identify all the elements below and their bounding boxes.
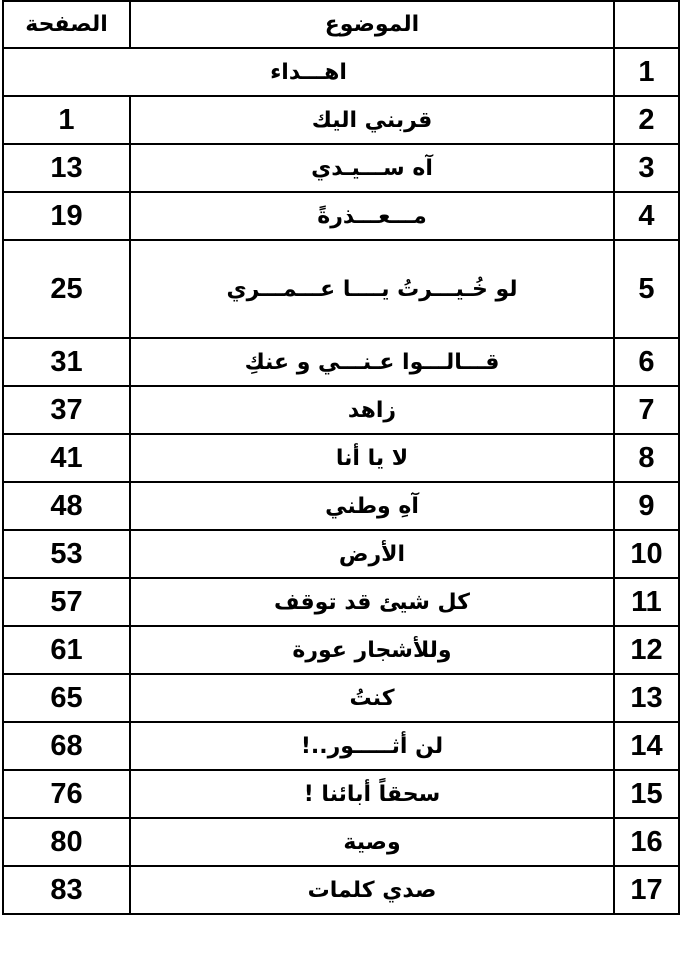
table-row [3, 722, 679, 770]
page-number: 83 [3, 866, 130, 914]
topic-cell: اهـــداء [3, 48, 614, 96]
topic-cell: كل شيئ قد توقف [130, 578, 614, 626]
table-row [3, 240, 679, 338]
table-row [3, 144, 679, 192]
page-number: 13 [3, 144, 130, 192]
topic-cell: الأرض [130, 530, 614, 578]
page-number: 19 [3, 192, 130, 240]
page-number: 80 [3, 818, 130, 866]
page-number: 57 [3, 578, 130, 626]
table-row [3, 770, 679, 818]
page-number: 31 [3, 338, 130, 386]
topic-cell: قربني اليك [130, 96, 614, 144]
topic-column-header: الموضوع [130, 1, 614, 48]
entry-number: 6 [614, 338, 679, 386]
table-row [3, 674, 679, 722]
entry-number: 8 [614, 434, 679, 482]
topic-cell: كنتُ [130, 674, 614, 722]
entry-number: 13 [614, 674, 679, 722]
table-row [3, 866, 679, 914]
topic-cell: وللأشجار عورة [130, 626, 614, 674]
topic-cell: وصية [130, 818, 614, 866]
entry-number: 12 [614, 626, 679, 674]
table-row [3, 578, 679, 626]
topic-cell: قـــالـــوا عـنـــي و عنكِ [130, 338, 614, 386]
topic-cell: زاهد [130, 386, 614, 434]
table-row [3, 48, 679, 96]
topic-cell: لا يا أنا [130, 434, 614, 482]
entry-number: 11 [614, 578, 679, 626]
table-row [3, 192, 679, 240]
page-number: 41 [3, 434, 130, 482]
topic-cell: آهِ وطني [130, 482, 614, 530]
page-number: 61 [3, 626, 130, 674]
table-row [3, 386, 679, 434]
entry-number: 7 [614, 386, 679, 434]
page-column-header: الصفحة [3, 1, 130, 48]
table-row [3, 434, 679, 482]
table-of-contents [2, 0, 680, 915]
table-row [3, 530, 679, 578]
entry-number: 9 [614, 482, 679, 530]
topic-cell: سحقاً أبائنا ! [130, 770, 614, 818]
entry-number: 2 [614, 96, 679, 144]
header-row [3, 1, 679, 48]
page-number: 53 [3, 530, 130, 578]
page-number: 1 [3, 96, 130, 144]
page-number: 37 [3, 386, 130, 434]
page-number: 65 [3, 674, 130, 722]
topic-cell: صدي كلمات [130, 866, 614, 914]
topic-cell: لن أثـــــور..! [130, 722, 614, 770]
table-row [3, 626, 679, 674]
entry-number: 15 [614, 770, 679, 818]
entry-number: 5 [614, 240, 679, 338]
topic-cell: مـــعـــذرةً [130, 192, 614, 240]
topic-cell: آه ســـيـدي [130, 144, 614, 192]
topic-cell: لو خُـيـــرتُ يــــا عـــمـــري [130, 240, 614, 338]
entry-number: 1 [614, 48, 679, 96]
entry-number: 14 [614, 722, 679, 770]
entry-number: 16 [614, 818, 679, 866]
page-number: 76 [3, 770, 130, 818]
page-number: 68 [3, 722, 130, 770]
page-number: 48 [3, 482, 130, 530]
entry-number: 10 [614, 530, 679, 578]
page-number: 25 [3, 240, 130, 338]
table-row [3, 96, 679, 144]
table-row [3, 338, 679, 386]
table-row [3, 482, 679, 530]
number-column-header [614, 1, 679, 48]
entry-number: 4 [614, 192, 679, 240]
entry-number: 3 [614, 144, 679, 192]
entry-number: 17 [614, 866, 679, 914]
table-row [3, 818, 679, 866]
